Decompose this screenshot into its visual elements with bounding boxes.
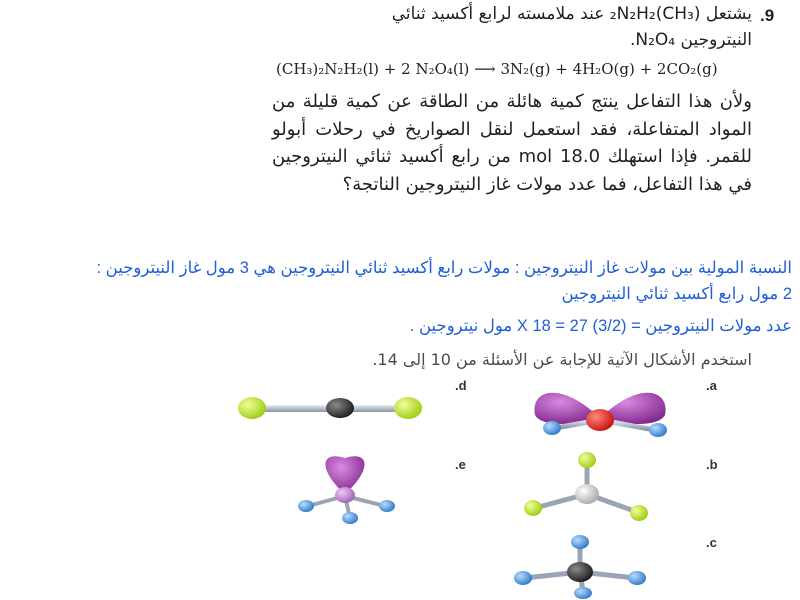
question-body: ولأن هذا التفاعل ينتج كمية هائلة من الطاقة عن كمية قليلة من المواد المتفاعلة، فقد استعمل لنقل الصواريخ في رحلات أبولو للقمر. فإذا استهلك 18.0 mol من رابع أكسيد ثنائي النيتروجين في هذا التفاعل، فما عدد مولات غاز النيتروجين الناتجة؟ — [272, 91, 752, 195]
equation-reactant-1: (CH₃)₂N₂H₂(l) — [276, 60, 380, 78]
equation-arrow: ⟶ — [469, 60, 501, 78]
linear-molecule-icon — [230, 390, 430, 430]
figure-label-a: .a — [706, 378, 717, 393]
equation-plus-3: + — [634, 60, 657, 78]
answer-line-3: عدد مولات النيتروجين = (3/2) X 18 = 27 مول نيتروجين . — [409, 317, 792, 335]
question-line-2: النيتروجين N₂O₄. — [629, 30, 752, 50]
equation-reactant-2: N₂O₄(l) — [415, 60, 470, 78]
figure-label-b: .b — [706, 457, 718, 472]
tetrahedral-molecule-icon — [505, 530, 655, 600]
trigonal-pyramidal-molecule-icon — [290, 450, 400, 525]
figure-label-c: .c — [706, 535, 717, 550]
equation-plus-2: + — [550, 60, 573, 78]
answer-line-2: 2 مول رابع أكسيد ثنائي النيتروجين — [561, 285, 792, 303]
figures-instruction: استخدم الأشكال الآتية للإجابة عن الأسئلة من 10 إلى 14. — [372, 350, 752, 369]
bent-molecule-icon — [520, 370, 690, 440]
chemical-equation — [276, 60, 718, 78]
trigonal-planar-molecule-icon — [515, 448, 655, 528]
figure-label-e: .e — [455, 457, 466, 472]
equation-product-2: 4H₂O(g) — [572, 60, 635, 78]
equation-product-3: 2CO₂(g) — [656, 60, 718, 78]
equation-plus-1: + 2 — [379, 60, 416, 78]
answer-line-1: النسبة المولية بين مولات غاز النيتروجين : مولات رابع أكسيد ثنائي النيتروجين هي 3 مول غاز النيتروجين : — [96, 259, 792, 277]
question-line-1: يشتعل (CH₃)₂N₂H₂ عند ملامسته لرابع أكسيد ثنائي — [391, 4, 752, 24]
question-number: .9 — [760, 6, 775, 25]
equation-product-1: 3N₂(g) — [500, 60, 551, 78]
figure-label-d: .d — [455, 378, 467, 393]
